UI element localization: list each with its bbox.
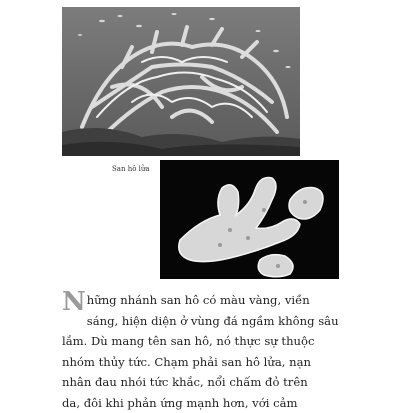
fire-coral-photo (160, 160, 339, 279)
paragraph-line: hững nhánh san hô có màu vàng, viền (62, 290, 310, 311)
paragraph-line: nhân đau nhói tức khắc, nổi chấm đỏ trên (62, 372, 310, 393)
drop-cap-letter: N (62, 291, 86, 313)
paragraph-line: da, đôi khi phản ứng mạnh hơn, với cảm (62, 393, 310, 413)
paragraph-line: nhóm thủy tức. Chạm phải san hô lửa, nạn (62, 352, 310, 373)
paragraph-line: sáng, hiện diện ở vùng đá ngầm không sâu (62, 311, 310, 332)
body-paragraph (62, 290, 310, 413)
photo-caption: San hô lửa (112, 165, 150, 173)
branching-coral-photo (62, 7, 300, 156)
paragraph-line: lắm. Dù mang tên san hô, nó thực sự thuộc (62, 331, 310, 352)
